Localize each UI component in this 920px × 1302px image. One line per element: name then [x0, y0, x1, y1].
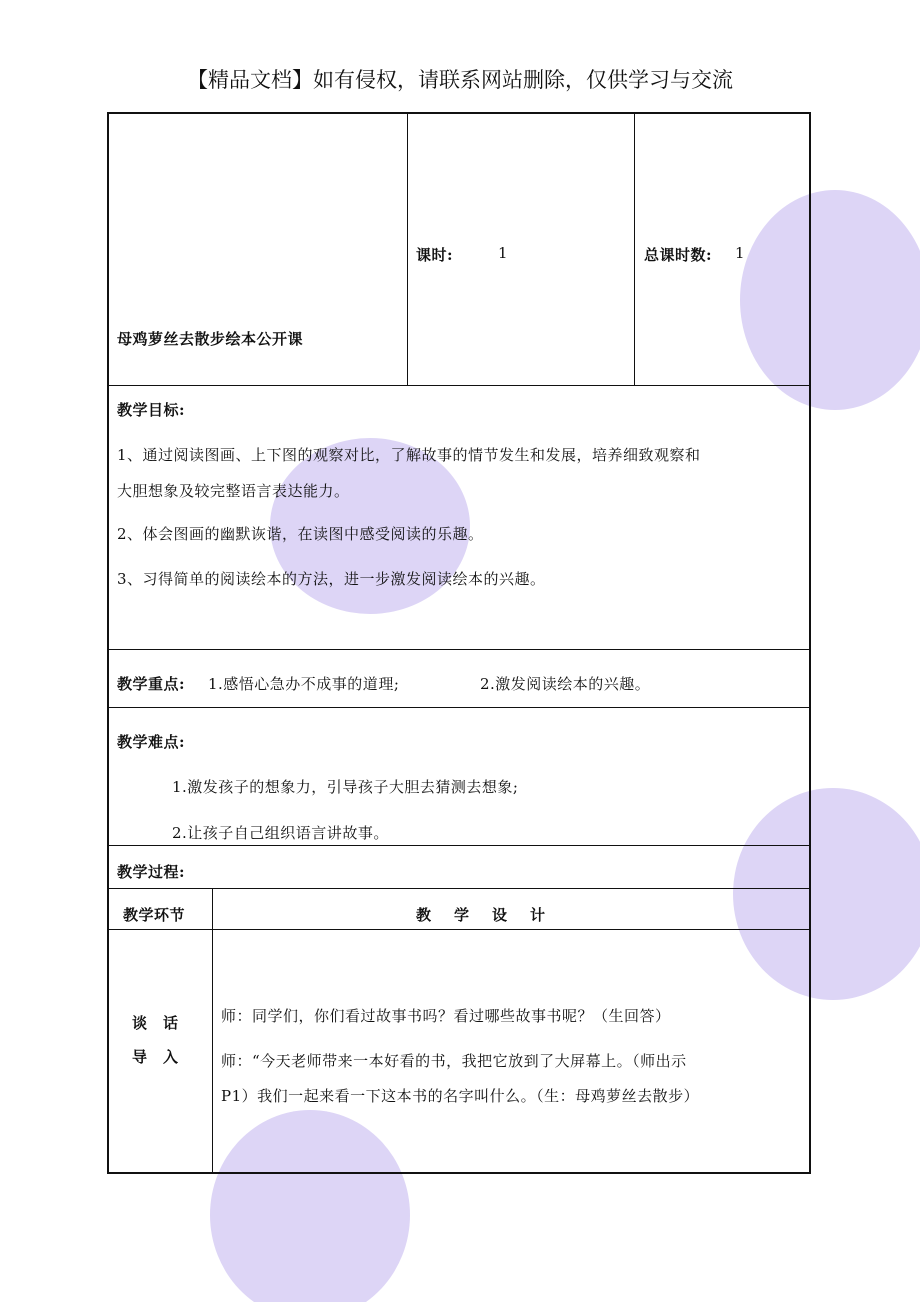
table-divider	[634, 112, 635, 385]
watermark-circle	[740, 190, 920, 410]
difficulties-heading: 教学难点:	[117, 733, 186, 751]
table-border	[107, 112, 109, 1174]
key-points-heading: 教学重点:	[117, 675, 186, 693]
key-point: 2.激发阅读绘本的兴趣。	[480, 675, 651, 693]
period-value: 1	[498, 244, 509, 262]
watermark-circle	[210, 1110, 410, 1302]
table-border	[809, 112, 811, 1174]
design-column-header: 教 学 设 计	[416, 906, 550, 924]
watermark-circle	[733, 788, 920, 1000]
difficulty-item: 1.激发孩子的想象力，引导孩子大胆去猜测去想象;	[172, 778, 519, 796]
design-line: P1）我们一起来看一下这本书的名字叫什么。（生：母鸡萝丝去散步）	[221, 1087, 700, 1105]
table-border	[107, 112, 811, 114]
table-divider	[407, 112, 408, 385]
objectives-heading: 教学目标:	[117, 401, 186, 419]
table-divider	[212, 888, 213, 1174]
stage-name: 谈 话	[132, 1014, 179, 1032]
period-label: 课时:	[416, 246, 454, 264]
objective-line: 1、通过阅读图画、上下图的观察对比，了解故事的情节发生和发展，培养细致观察和	[117, 446, 701, 464]
table-divider	[107, 649, 811, 650]
table-divider	[107, 845, 811, 846]
difficulty-item: 2.让孩子自己组织语言讲故事。	[172, 824, 389, 842]
total-periods-value: 1	[735, 244, 746, 262]
stage-name: 导 入	[132, 1048, 179, 1066]
key-point: 1.感悟心急办不成事的道理;	[208, 675, 400, 693]
process-heading: 教学过程:	[117, 863, 186, 881]
total-periods-label: 总课时数:	[644, 246, 713, 264]
objective-line: 大胆想象及较完整语言表达能力。	[117, 482, 350, 500]
design-line: 师：同学们，你们看过故事书吗？看过哪些故事书呢？（生回答）	[221, 1007, 671, 1025]
stage-column-header: 教学环节	[123, 906, 186, 924]
objective-line: 3、习得简单的阅读绘本的方法，进一步激发阅读绘本的兴趣。	[117, 570, 546, 588]
table-divider	[107, 385, 811, 386]
table-divider	[107, 707, 811, 708]
objective-line: 2、体会图画的幽默诙谐，在读图中感受阅读的乐趣。	[117, 525, 484, 543]
design-line: 师：“今天老师带来一本好看的书，我把它放到了大屏幕上。（师出示	[221, 1052, 687, 1070]
page-header: 【精品文档】如有侵权，请联系网站删除，仅供学习与交流	[187, 68, 733, 92]
course-title: 母鸡萝丝去散步绘本公开课	[117, 330, 304, 348]
